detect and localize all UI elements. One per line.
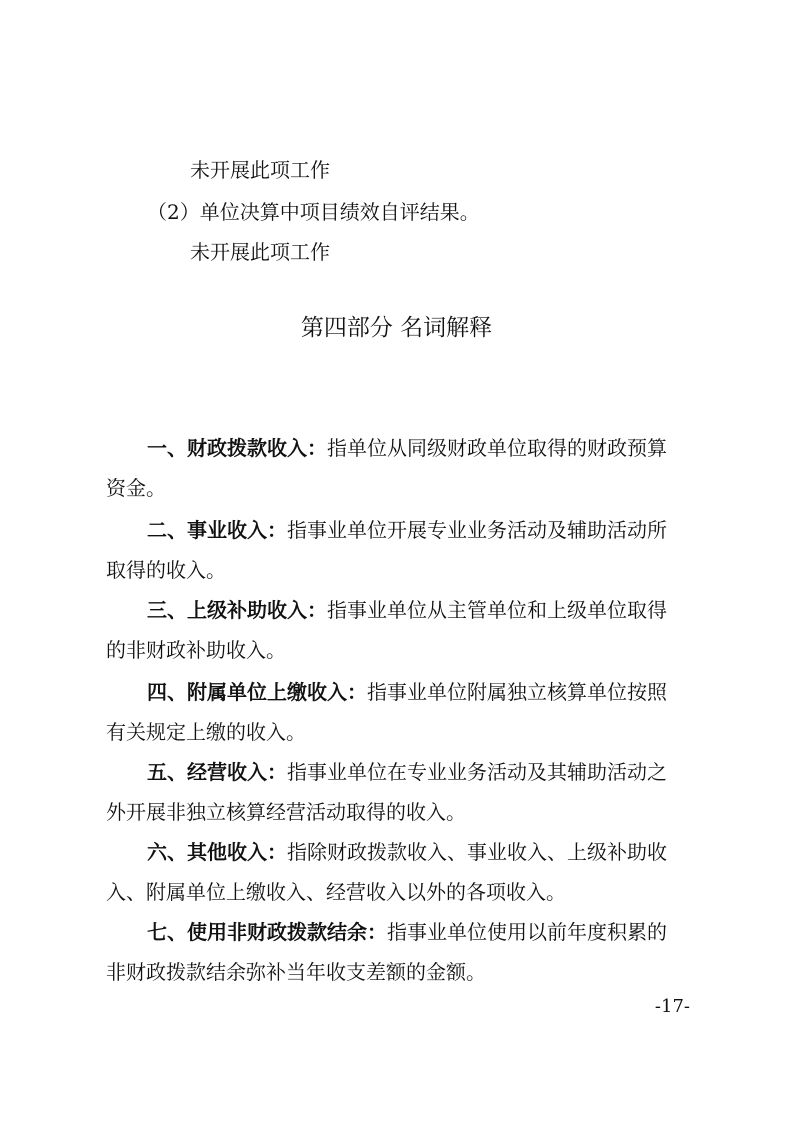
definition-continuation: 的非财政补助收入。	[106, 638, 286, 662]
definition-text: 指事业单位开展专业业务活动及辅助活动所	[287, 518, 667, 542]
definition-continuation: 非财政拨款结余弥补当年收支差额的金额。	[106, 960, 486, 984]
definition-text: 指事业单位使用以前年度积累的	[387, 920, 667, 944]
definition-continuation: 外开展非独立核算经营活动取得的收入。	[106, 800, 466, 824]
definition-term: 三、上级补助收入：	[147, 598, 327, 622]
definition-first-line	[147, 598, 667, 622]
definition-text: 指事业单位附属独立核算单位按照	[367, 680, 667, 704]
definition-continuation: 入、附属单位上缴收入、经营收入以外的各项收入。	[106, 880, 566, 904]
definition-text: 指事业单位从主管单位和上级单位取得	[327, 598, 667, 622]
definition-first-line	[147, 436, 667, 460]
definition-continuation: 取得的收入。	[106, 558, 226, 582]
definition-term: 四、附属单位上缴收入：	[147, 680, 367, 704]
definition-continuation: 资金。	[106, 476, 166, 500]
definition-first-line	[147, 518, 667, 542]
definition-first-line	[147, 680, 667, 704]
definition-first-line	[147, 760, 667, 784]
definition-term: 一、财政拨款收入：	[147, 436, 327, 460]
section-title: 第四部分 名词解释	[300, 315, 493, 341]
subsection-heading: （2）单位决算中项目绩效自评结果。	[147, 200, 480, 224]
definition-continuation: 有关规定上缴的收入。	[106, 720, 306, 744]
definition-term: 五、经营收入：	[147, 760, 287, 784]
definition-text: 指除财政拨款收入、事业收入、上级补助收	[287, 840, 667, 864]
definition-first-line	[147, 840, 667, 864]
definition-text: 指单位从同级财政单位取得的财政预算	[327, 436, 667, 460]
definition-term: 六、其他收入：	[147, 840, 287, 864]
definition-term: 二、事业收入：	[147, 518, 287, 542]
status-text: 未开展此项工作	[190, 240, 330, 264]
page-number: -17-	[654, 996, 690, 1017]
definition-term: 七、使用非财政拨款结余：	[147, 920, 387, 944]
definition-first-line	[147, 920, 667, 944]
status-text: 未开展此项工作	[190, 158, 330, 182]
definition-text: 指事业单位在专业业务活动及其辅助活动之	[287, 760, 667, 784]
